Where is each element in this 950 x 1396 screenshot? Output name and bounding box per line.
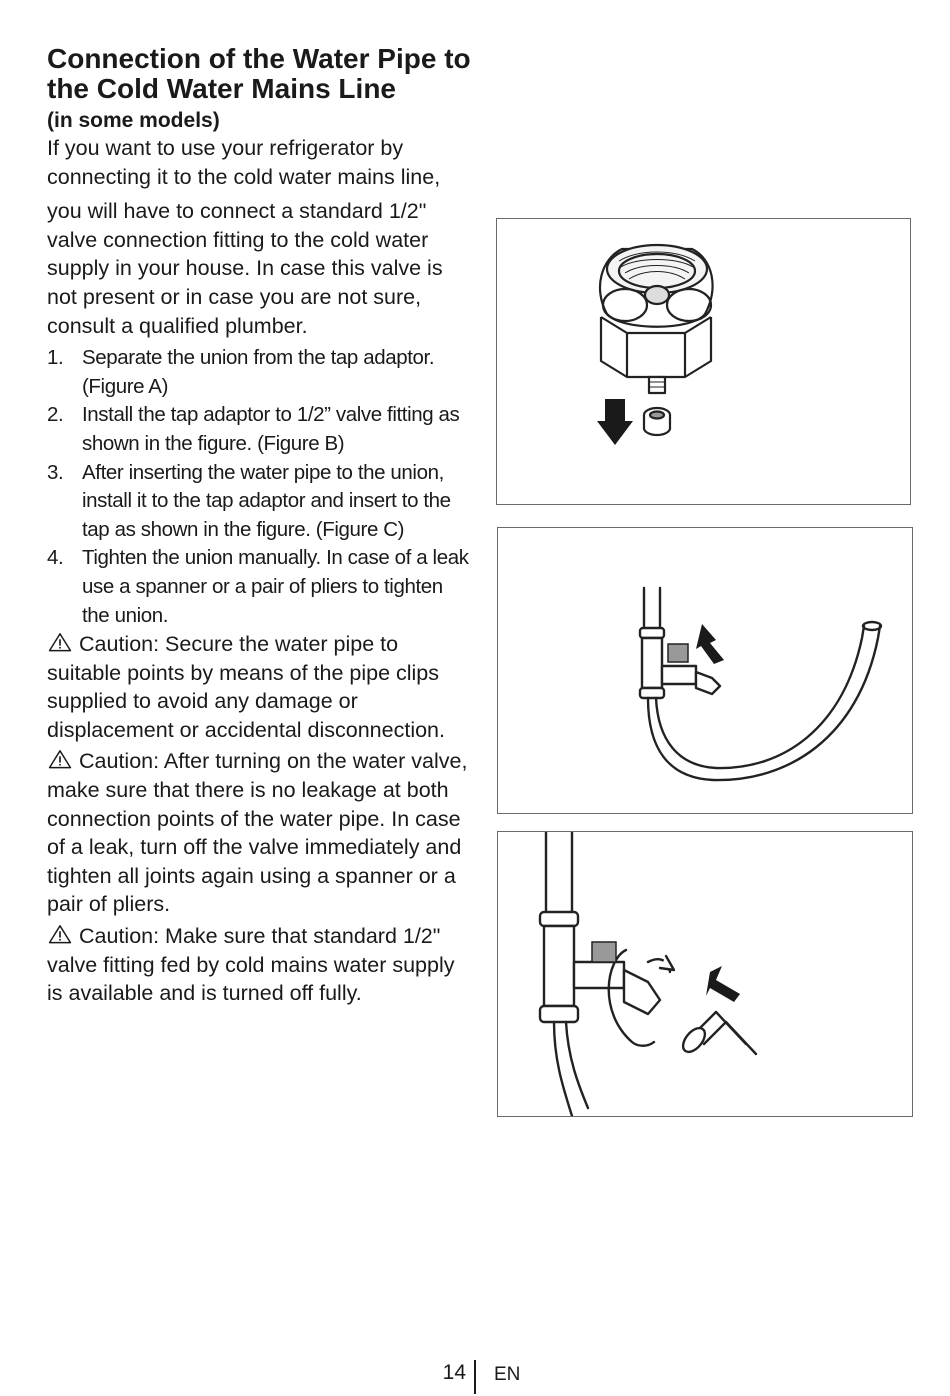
caution-text: Caution: Make sure that standard 1/2" valve fitting fed by cold mains water supply is available and is turned off fully.	[47, 924, 455, 1006]
step-number: 4.	[47, 546, 64, 570]
pipe-insertion-illustration	[498, 832, 912, 1116]
adaptor-install-illustration	[498, 528, 912, 813]
caution-text: Caution: After turning on the water valve, make sure that there is no leakage at both connection points of the water pipe. In case of a leak, turn off the valve immediately and tighten all joints again using a spanner or a pair of pliers.	[47, 749, 468, 917]
step-text: Install the tap adaptor to 1/2” valve fitting as shown in the figure. (Figure B)	[82, 403, 460, 455]
figure-c	[497, 831, 913, 1117]
list-item	[47, 401, 472, 458]
intro-paragraph-1: If you want to use your refrigerator by connecting it to the cold water mains line,	[47, 136, 441, 189]
step-number: 1.	[47, 346, 64, 370]
figure-a	[496, 218, 911, 505]
caution-text: Caution: Secure the water pipe to suitable points by means of the pipe clips supplied to avoid any damage or displacement or accidental disconnection.	[47, 632, 445, 742]
text-column	[47, 44, 472, 1008]
step-text: Tighten the union manually. In case of a leak use a spanner or a pair of pliers to tighten the union.	[82, 546, 469, 627]
page-footer	[0, 1356, 950, 1396]
steps-list	[47, 344, 472, 630]
list-item	[47, 459, 472, 545]
warning-triangle-icon	[47, 632, 73, 652]
figure-b	[497, 527, 913, 814]
section-subtitle: (in some models)	[47, 109, 220, 132]
section-title: Connection of the Water Pipe to the Cold Water Mains Line	[47, 43, 471, 104]
warning-triangle-icon	[47, 924, 73, 944]
warning-triangle-icon	[47, 749, 73, 769]
caution-1	[47, 630, 472, 744]
footer-divider	[474, 1360, 476, 1394]
step-number: 3.	[47, 460, 64, 484]
language-code: EN	[494, 1364, 521, 1385]
step-text: After inserting the water pipe to the union, install it to the tap adaptor and insert to the tap as shown in the figure. (Figure C)	[82, 460, 451, 541]
intro-paragraph-2: you will have to connect a standard 1/2" valve connection fitting to the cold water supply in your house. In case this valve is not present or in case you are not sure, consult a qualified plumber.	[47, 199, 443, 338]
page-number: 14	[442, 1361, 466, 1384]
caution-2	[47, 747, 472, 919]
list-item	[47, 344, 472, 401]
list-item	[47, 544, 472, 630]
step-text: Separate the union from the tap adaptor. (Figure A)	[82, 346, 435, 398]
step-number: 2.	[47, 403, 64, 427]
union-separation-illustration	[497, 219, 910, 504]
caution-3	[47, 922, 472, 1008]
